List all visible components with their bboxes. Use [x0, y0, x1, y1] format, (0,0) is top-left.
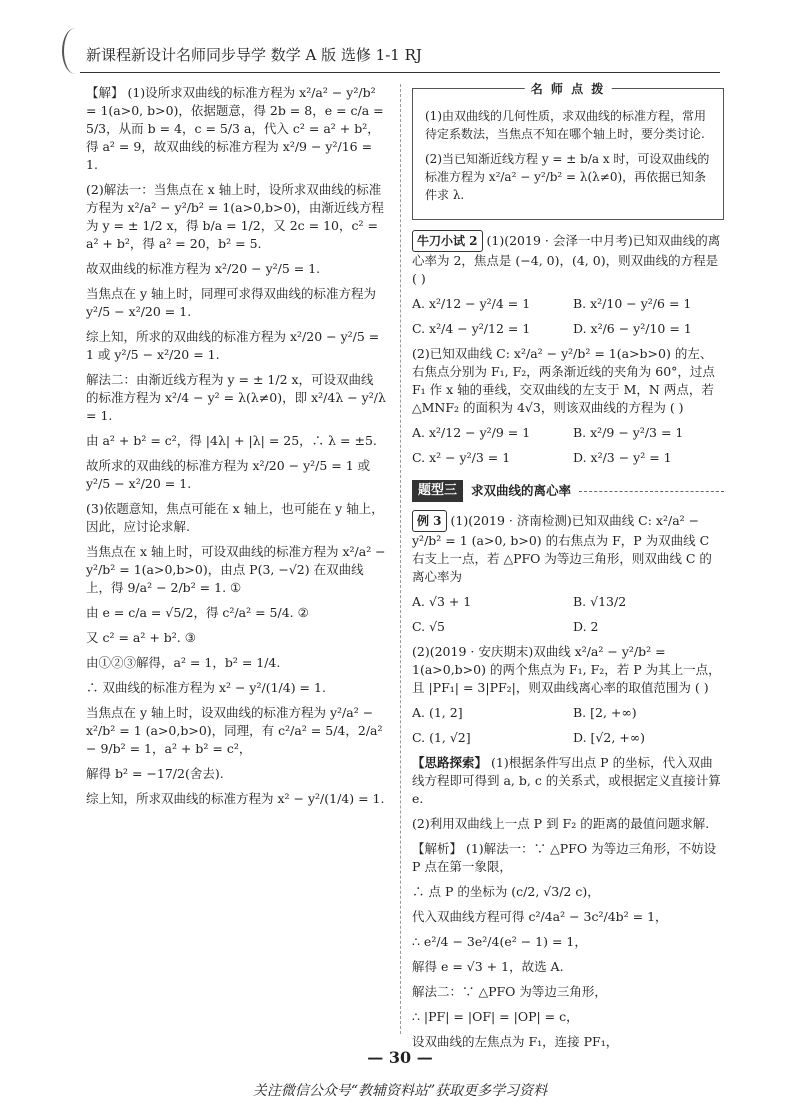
option: C. √5 [412, 619, 445, 634]
option: D. 2 [573, 619, 599, 634]
solution-line: (2)解法一：当焦点在 x 轴上时，设所求双曲线的标准方程为 x²/a² − y²/b² = 1(a>0,b>0)，由渐近线方程为 y = ± 1/2 x，得 b/a = 1/2，又 2c = 10，c² = a² + b²，得 a² = 20，b² = 5. [86, 182, 384, 251]
solution-line: 解法二：由渐近线方程为 y = ± 1/2 x，可设双曲线的标准方程为 x²/4 − y² = λ(λ≠0)，即 x²/4λ − y²/λ = 1. [86, 372, 386, 423]
option: A. √3 + 1 [412, 594, 472, 609]
practice-question [412, 230, 724, 288]
idea-text-2: (2)利用双曲线上一点 P 到 F₂ 的距离的最值问题求解. [412, 816, 710, 831]
analysis-line: ∴ 点 P 的坐标为 (c/2, √3/2 c)， [412, 884, 600, 899]
example-q1: (1)(2019 · 济南检测)已知双曲线 C: x²/a² − y²/b² = 1 (a>0, b>0) 的右焦点为 F，P 为双曲线 C 右支上一点，若 △PFO 为等边三角形，则双曲线 C 的离心率为 [412, 513, 712, 584]
section-rule [579, 491, 724, 492]
tips-title: 名 师 点 拨 [525, 80, 612, 98]
example-q2: (2)(2019 · 安庆期末)双曲线 x²/a² − y²/b² = 1(a>0,b>0) 的两个焦点为 F₁, F₂，若 P 为其上一点，且 |PF₁| = 3|PF₂|，则双曲线离心率的取值范围为 ( ) [412, 644, 721, 695]
example-q2-options [412, 704, 724, 754]
solution-line: 故双曲线的标准方程为 x²/20 − y²/5 = 1. [86, 261, 321, 276]
idea-label: 【思路探索】 [412, 755, 488, 770]
option: A. x²/12 − y²/4 = 1 [412, 296, 531, 311]
option: C. x² − y²/3 = 1 [412, 450, 511, 465]
header-ornament [62, 28, 88, 74]
solution-line: 解得 b² = −17/2(舍去). [86, 766, 224, 781]
analysis-line: ∴ e²/4 − 3e²/4(e² − 1) = 1， [412, 934, 587, 949]
solution-line: 由 e = c/a = √5/2，得 c²/a² = 5/4. ② [86, 605, 309, 620]
page-number: — 30 — [367, 1048, 433, 1067]
right-column [412, 84, 724, 1058]
practice-badge: 牛刀小试 2 [412, 230, 483, 252]
option: B. √13/2 [573, 594, 627, 609]
solution-line: 由 a² + b² = c²，得 |4λ| + |λ| = 25，∴ λ = ±5. [86, 433, 377, 448]
example-q1-options [412, 593, 724, 643]
option: D. [√2, +∞) [573, 730, 646, 745]
option: B. x²/10 − y²/6 = 1 [573, 296, 692, 311]
solution-line: 【解】 (1)设所求双曲线的标准方程为 x²/a² − y²/b² = 1(a>0, b>0)，依据题意，得 2b = 8，e = c/a = 5/3，从而 b = 4，c = 5/3 a，代入 c² = a² + b²，得 a² = 9，故双曲线的标准方程为 x²/9 − y²/16 = 1. [86, 85, 384, 172]
analysis-line: 解法二：∵ △PFO 为等边三角形， [412, 984, 607, 999]
tips-paragraph: (1)由双曲线的几何性质，求双曲线的标准方程，常用待定系数法，当焦点不知在哪个轴上时，要分类讨论. [425, 109, 707, 141]
option: B. [2, +∞) [573, 705, 637, 720]
analysis-line: 【解析】 (1)解法一：∵ △PFO 为等边三角形，不妨设 P 点在第一象限， [412, 841, 717, 874]
page-header: 新课程新设计名师同步导学 数学 A 版 选修 1-1 RJ [86, 46, 422, 64]
example-question [412, 510, 724, 586]
header-rule [80, 72, 720, 73]
analysis-line: ∴ |PF| = |OF| = |OP| = c， [412, 1009, 579, 1024]
idea-paragraph [412, 754, 724, 808]
section-title: 求双曲线的离心率 [471, 483, 572, 498]
solution-line: 故所求的双曲线的标准方程为 x²/20 − y²/5 = 1 或 y²/5 − x²/20 = 1. [86, 458, 371, 491]
option: D. x²/3 − y² = 1 [573, 450, 672, 465]
practice-q1-options [412, 295, 724, 345]
analysis-line: 解得 e = √3 + 1，故选 A. [412, 959, 564, 974]
solution-line: 当焦点在 y 轴上时，设双曲线的标准方程为 y²/a² − x²/b² = 1 (a>0,b>0)，同理，有 c²/a² = 5/4，2/a² − 9/b² = 1，a² + b² = c²， [86, 705, 383, 756]
practice-q2-options [412, 424, 724, 474]
analysis-line: 设双曲线的左焦点为 F₁，连接 PF₁， [412, 1034, 619, 1049]
option: C. x²/4 − y²/12 = 1 [412, 321, 531, 336]
column-divider [400, 84, 401, 1034]
footer-notice: 关注微信公众号“教辅资料站”获取更多学习资料 [252, 1083, 548, 1099]
solution-line: ∴ 双曲线的标准方程为 x² − y²/(1/4) = 1. [86, 680, 326, 695]
solution-line: 当焦点在 y 轴上时，同理可求得双曲线的标准方程为 y²/5 − x²/20 = 1. [86, 286, 377, 319]
practice-q1: (1)(2019 · 会泽一中月考)已知双曲线的离心率为 2，焦点是 (−4, 0)，(4, 0)，则双曲线的方程是 ( ) [412, 233, 721, 286]
practice-q2: (2)已知双曲线 C: x²/a² − y²/b² = 1(a>b>0) 的左、右焦点分别为 F₁, F₂，两条渐近线的夹角为 60°，过点 F₁ 作 x 轴的垂线，交双曲线的左支于 M，N 两点，若 △MNF₂ 的面积为 4√3，则该双曲线的方程为 ( ) [412, 346, 715, 415]
option: C. (1, √2] [412, 730, 471, 745]
teacher-tips-box [412, 82, 724, 220]
solution-line: 综上知，所求的双曲线的标准方程为 x²/20 − y²/5 = 1 或 y²/5 − x²/20 = 1. [86, 329, 380, 362]
option: A. x²/12 − y²/9 = 1 [412, 425, 531, 440]
analysis-line: 代入双曲线方程可得 c²/4a² − 3c²/4b² = 1， [412, 909, 668, 924]
left-column [86, 84, 386, 815]
section-heading [412, 480, 724, 502]
tips-paragraph: (2)当已知渐近线方程 y = ± b/a x 时，可设双曲线的标准方程为 x²/a² − y²/b² = λ(λ≠0)，再依据已知条件求 λ. [425, 152, 710, 202]
section-badge: 题型三 [412, 480, 463, 502]
page-number-value: 30 [388, 1048, 412, 1067]
solution-line: 综上知，所求双曲线的标准方程为 x² − y²/(1/4) = 1. [86, 791, 385, 806]
option: D. x²/6 − y²/10 = 1 [573, 321, 692, 336]
solution-line: 当焦点在 x 轴上时，可设双曲线的标准方程为 x²/a² − y²/b² = 1(a>0,b>0)，由点 P(3, −√2) 在双曲线上，得 9/a² − 2/b² = 1. ① [86, 544, 386, 595]
option: A. (1, 2] [412, 705, 463, 720]
solution-line: (3)依题意知，焦点可能在 x 轴上，也可能在 y 轴上，因此，应讨论求解. [86, 501, 384, 534]
idea-text-1: (1)根据条件写出点 P 的坐标，代入双曲线方程即可得到 a, b, c 的关系式，或根据定义直接计算 e. [412, 755, 721, 806]
solution-line: 又 c² = a² + b². ③ [86, 630, 196, 645]
option: B. x²/9 − y²/3 = 1 [573, 425, 684, 440]
example-badge: 例 3 [412, 510, 447, 532]
solution-line: 由①②③解得，a² = 1，b² = 1/4. [86, 655, 281, 670]
